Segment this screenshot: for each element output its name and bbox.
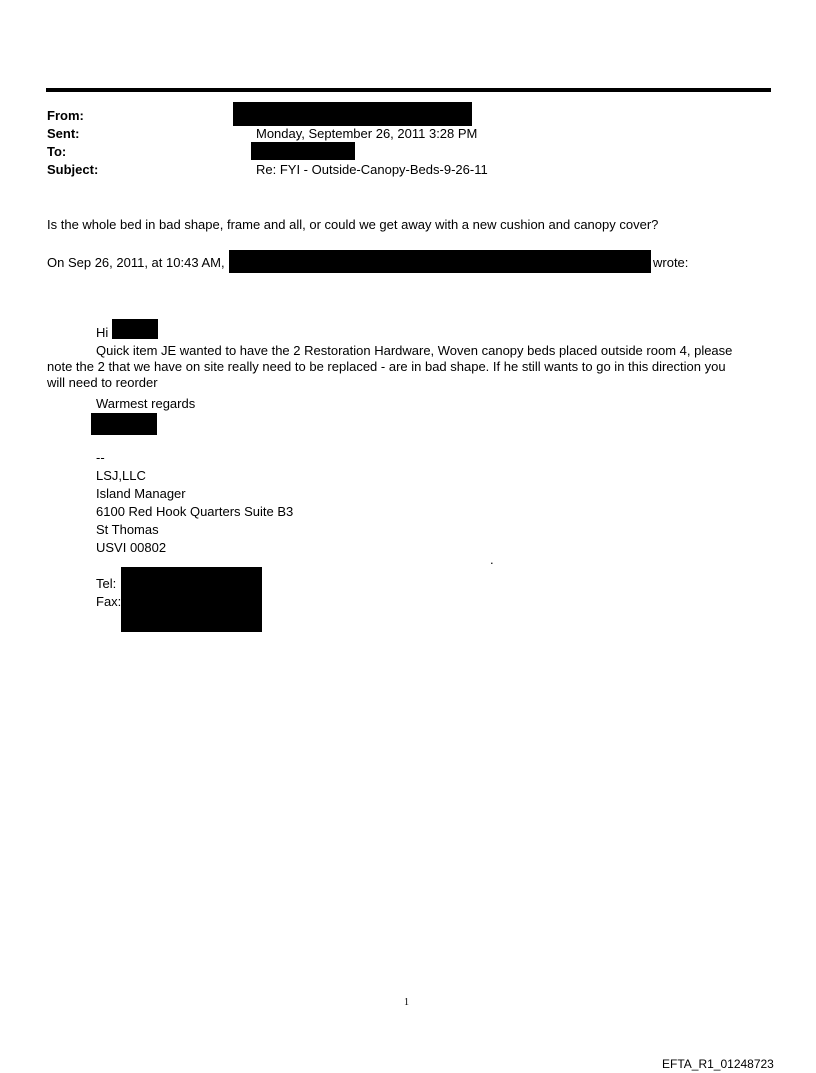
closing: Warmest regards — [96, 396, 196, 411]
sent-label: Sent: — [47, 126, 80, 141]
signer-redaction — [91, 413, 157, 435]
message-continuation: note the 2 that we have on site really need to be replaced - are in bad shape. If he still wants to go in this direction you will need to reorder — [47, 359, 726, 390]
to-redaction — [251, 142, 355, 160]
fax-label: Fax: — [96, 594, 122, 609]
sender-redaction — [229, 250, 651, 273]
to-label: To: — [47, 144, 67, 159]
document-id: EFTA_R1_01248723 — [662, 1057, 774, 1071]
from-redaction — [233, 102, 472, 126]
phone-fax-redaction — [121, 567, 262, 632]
recipient-name-redaction — [112, 319, 158, 339]
quote-intro: On Sep 26, 2011, at 10:43 AM, — [47, 255, 225, 270]
signature-address-2: St Thomas — [96, 522, 159, 537]
signature-separator: -- — [96, 450, 105, 465]
subject-label: Subject: — [47, 162, 99, 177]
sent-value: Monday, September 26, 2011 3:28 PM — [256, 126, 478, 141]
signature-address-3: USVI 00802 — [96, 540, 167, 555]
signature-address-1: 6100 Red Hook Quarters Suite B3 — [96, 504, 294, 519]
message-first-line: Quick item JE wanted to have the 2 Restoration Hardware, Woven canopy beds placed outside room 4, please — [96, 343, 733, 358]
signature-company: LSJ,LLC — [96, 468, 146, 483]
greeting: Hi — [96, 325, 109, 340]
stray-dot: . — [490, 552, 494, 567]
header-rule — [46, 88, 771, 92]
quote-wrote: wrote: — [653, 255, 689, 270]
page-number: 1 — [404, 997, 409, 1008]
reply-text: Is the whole bed in bad shape, frame and all, or could we get away with a new cushion and canopy cover? — [47, 217, 659, 232]
signature-title: Island Manager — [96, 486, 186, 501]
subject-value: Re: FYI - Outside-Canopy-Beds-9-26-11 — [256, 162, 488, 177]
tel-label: Tel: — [96, 576, 117, 591]
from-label: From: — [47, 108, 84, 123]
